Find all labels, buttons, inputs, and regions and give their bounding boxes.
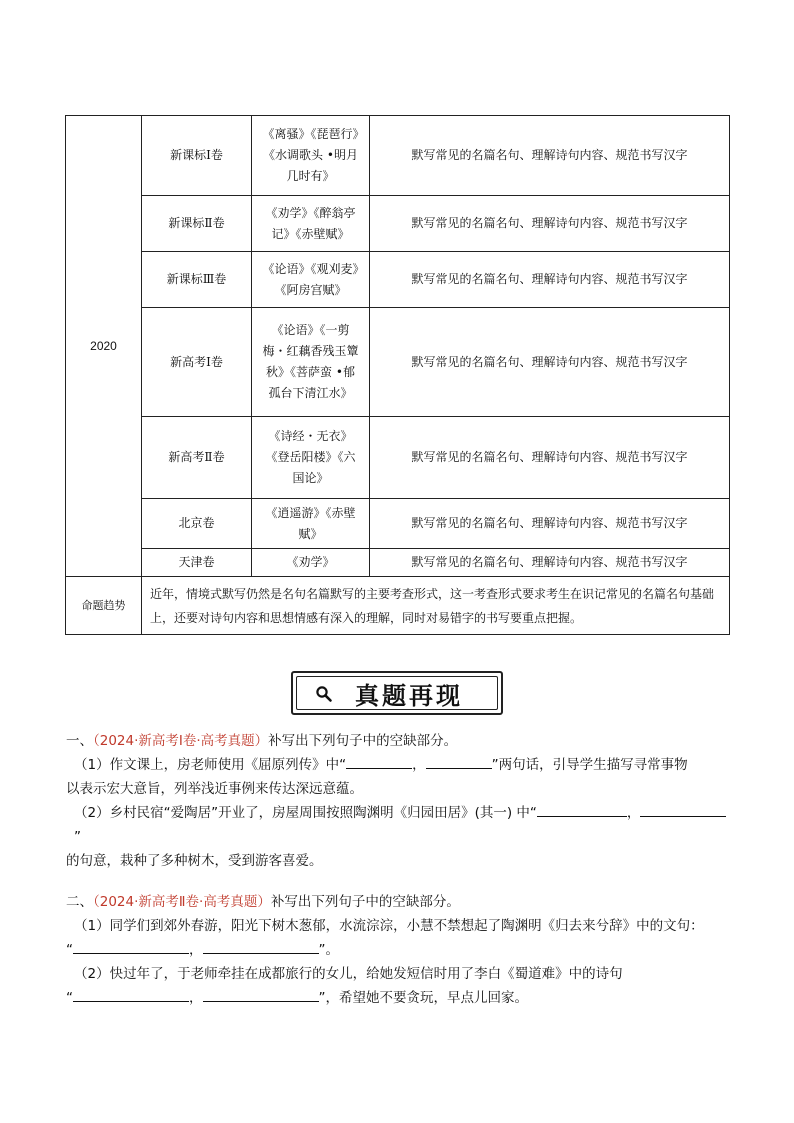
paper-cell: 新课标Ⅲ卷 xyxy=(142,252,252,308)
titles-cell: 《劝学》 xyxy=(252,549,370,577)
titles-cell: 《逍遥游》《赤壁赋》 xyxy=(252,499,370,549)
table-row xyxy=(66,252,730,308)
question-item: （2）乡村民宿“爱陶居”开业了，房屋周围按照陶渊明《归园田居》(其一) 中“ ，” xyxy=(66,801,732,849)
answer-blank[interactable] xyxy=(203,939,319,954)
paper-cell: 新课标Ⅰ卷 xyxy=(142,116,252,196)
answer-blank[interactable] xyxy=(73,939,189,954)
section-banner xyxy=(291,671,503,715)
goal-cell: 默写常见的名篇名句、理解诗句内容、规范书写汉字 xyxy=(370,549,730,577)
question-item-cont: “ ， ”，希望她不要贪玩，早点儿回家。 xyxy=(66,986,732,1010)
paper-cell: 天津卷 xyxy=(142,549,252,577)
goal-cell: 默写常见的名篇名句、理解诗句内容、规范书写汉字 xyxy=(370,116,730,196)
answer-blank[interactable] xyxy=(73,987,189,1002)
question-stem: 补写出下列句子中的空缺部分。 xyxy=(270,894,460,910)
titles-cell: 《论语》《观刈麦》《阿房宫赋》 xyxy=(252,252,370,308)
banner-title: 真题再现 xyxy=(355,681,463,710)
question-item: （1）作文课上，房老师使用《屈原列传》中“ ， ”两句话，引导学生描写寻常事物 xyxy=(66,753,732,777)
titles-cell: 《论语》《一剪梅・红藕香残玉簟秋》《菩萨蛮 •郁孤台下清江水》 xyxy=(252,308,370,417)
paper-cell: 新高考Ⅱ卷 xyxy=(142,417,252,499)
table-row xyxy=(66,417,730,499)
trend-row xyxy=(66,577,730,635)
question-item: （1）同学们到郊外春游，阳光下树木葱郁，水流淙淙，小慧不禁想起了陶渊明《归去来兮辞》中的文句： xyxy=(74,918,704,934)
question-item-cont: 以表示宏大意旨，列举浅近事例来传达深远意蕴。 xyxy=(66,781,363,797)
year-cell: 2020 xyxy=(66,116,142,577)
table-row xyxy=(66,499,730,549)
goal-cell: 默写常见的名篇名句、理解诗句内容、规范书写汉字 xyxy=(370,252,730,308)
question-1 xyxy=(66,729,732,873)
question-stem: 补写出下列句子中的空缺部分。 xyxy=(268,733,458,749)
table-row xyxy=(66,196,730,252)
goal-cell: 默写常见的名篇名句、理解诗句内容、规范书写汉字 xyxy=(370,308,730,417)
answer-blank[interactable] xyxy=(537,802,627,817)
answer-blank[interactable] xyxy=(346,754,412,769)
question-source: （2024·新高考Ⅰ卷·高考真题） xyxy=(93,733,269,749)
trend-text: 近年，情境式默写仍然是名句名篇默写的主要考查形式，这一考查形式要求考生在识记常见的名篇名句基础上，还要对诗句内容和思想情感有深入的理解，同时对易错字的书写要重点把握。 xyxy=(142,577,730,635)
question-2 xyxy=(66,890,732,1010)
paper-cell: 北京卷 xyxy=(142,499,252,549)
titles-cell: 《离骚》《琵琶行》《水调歌头 •明月几时有》 xyxy=(252,116,370,196)
paper-cell: 新高考Ⅰ卷 xyxy=(142,308,252,417)
trend-label: 命题趋势 xyxy=(66,577,142,635)
paper-cell: 新课标Ⅱ卷 xyxy=(142,196,252,252)
question-number: 一、 xyxy=(66,733,93,749)
exam-table xyxy=(65,115,730,635)
question-heading xyxy=(66,729,732,753)
answer-blank[interactable] xyxy=(640,802,726,817)
question-item-cont: “ ， ”。 xyxy=(66,938,732,962)
search-icon xyxy=(315,685,333,703)
question-item: （2）快过年了，于老师牵挂在成都旅行的女儿，给她发短信时用了李白《蜀道难》中的诗句 xyxy=(74,966,623,982)
goal-cell: 默写常见的名篇名句、理解诗句内容、规范书写汉字 xyxy=(370,196,730,252)
answer-blank[interactable] xyxy=(426,754,492,769)
goal-cell: 默写常见的名篇名句、理解诗句内容、规范书写汉字 xyxy=(370,417,730,499)
question-item-cont: 的句意，栽种了多种树木，受到游客喜爱。 xyxy=(66,853,323,869)
titles-cell: 《诗经・无衣》《登岳阳楼》《六国论》 xyxy=(252,417,370,499)
table-row xyxy=(66,308,730,417)
goal-cell: 默写常见的名篇名句、理解诗句内容、规范书写汉字 xyxy=(370,499,730,549)
table-row xyxy=(66,549,730,577)
question-source: （2024·新高考Ⅱ卷·高考真题） xyxy=(93,894,271,910)
question-number: 二、 xyxy=(66,894,93,910)
answer-blank[interactable] xyxy=(203,987,319,1002)
question-heading xyxy=(66,890,732,914)
titles-cell: 《劝学》《醉翁亭记》《赤壁赋》 xyxy=(252,196,370,252)
table-row xyxy=(66,116,730,196)
